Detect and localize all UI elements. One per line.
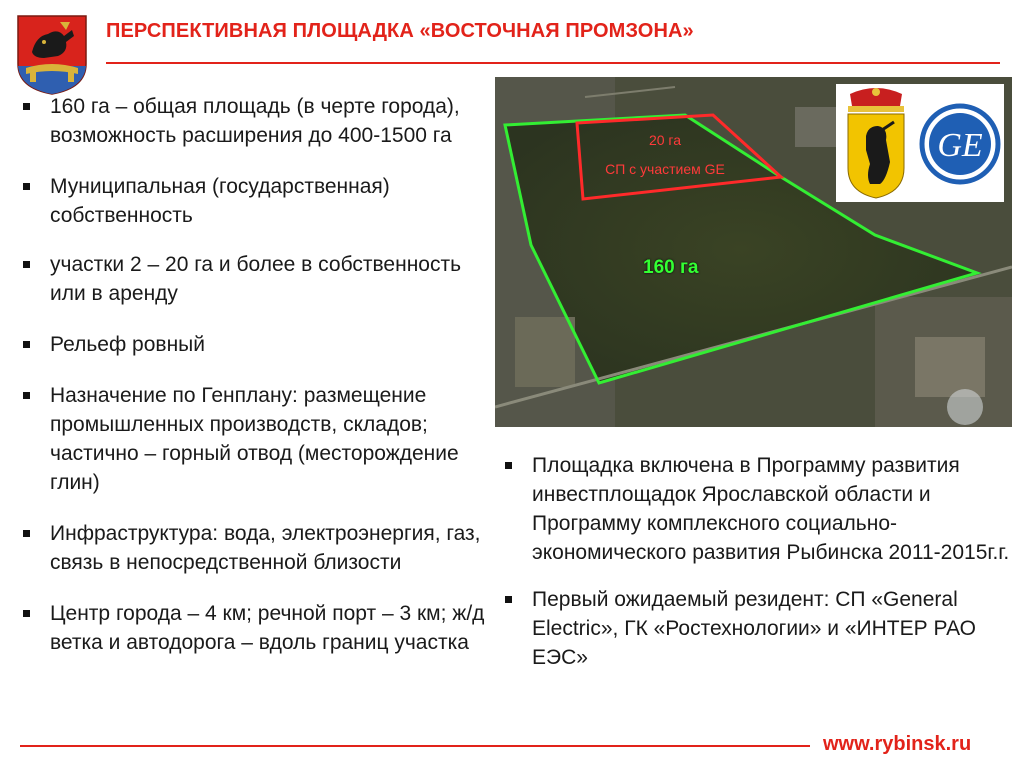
city-coat-of-arms-icon [14, 12, 90, 96]
footer-divider [20, 745, 810, 747]
list-item [12, 519, 490, 577]
zone-160ha-area-label: 160 га [643, 257, 699, 278]
bullet-text: Инфраструктура: вода, электроэнергия, газ, связь в непосредственной близости [50, 522, 481, 574]
bullet-square-icon [23, 261, 30, 268]
svg-text:GE: GE [937, 127, 983, 164]
zone-20ha-caption: СП с участием GE [605, 161, 725, 177]
bullet-text: 160 га – общая площадь (в черте города), возможность расширения до 400-1500 га [50, 95, 460, 147]
bullet-square-icon [23, 610, 30, 617]
ge-logo-icon [922, 106, 998, 182]
bullet-square-icon [23, 341, 30, 348]
list-item [12, 330, 490, 359]
left-bullet-list [12, 92, 490, 679]
list-item [12, 172, 490, 230]
title-divider [106, 62, 1000, 64]
bullet-text: Площадка включена в Программу развития инвестплощадок Ярославской области и Программу комплексного социально-экономического развития Рыбинска 2011-2015г.г. [532, 454, 1010, 564]
bullet-square-icon [505, 596, 512, 603]
bullet-square-icon [23, 183, 30, 190]
bullet-text: Назначение по Генплану: размещение промышленных производств, складов; частично – горный отвод (месторождение глин) [50, 384, 459, 494]
list-item [494, 585, 1014, 672]
bullet-text: участки 2 – 20 га и более в собственность или в аренду [50, 253, 462, 305]
yaroslavl-coat-of-arms-icon [848, 88, 904, 198]
bullet-text: Центр города – 4 км; речной порт – 3 км; ж/д ветка и автодорога – вдоль границ участка [50, 602, 485, 654]
right-bullet-list [494, 451, 1014, 690]
bullet-square-icon [23, 392, 30, 399]
zone-20ha-area-label: 20 га [648, 132, 682, 148]
list-item [12, 381, 490, 497]
bullet-square-icon [23, 530, 30, 537]
bullet-text: Первый ожидаемый резидент: СП «General Electric», ГК «Ростехнологии» и «ИНТЕР РАО ЕЭС» [532, 588, 976, 669]
website-link[interactable]: www.rybinsk.ru [823, 733, 972, 755]
bullet-square-icon [23, 103, 30, 110]
bullet-text: Муниципальная (государственная) собственность [50, 175, 390, 227]
partner-logos [836, 84, 1004, 202]
list-item [494, 451, 1014, 567]
bullet-text: Рельеф ровный [50, 333, 205, 356]
list-item [12, 250, 490, 308]
list-item [12, 599, 490, 657]
list-item [12, 92, 490, 150]
bullet-square-icon [505, 462, 512, 469]
page-title: ПЕРСПЕКТИВНАЯ ПЛОЩАДКА «ВОСТОЧНАЯ ПРОМЗОНА» [106, 20, 694, 42]
